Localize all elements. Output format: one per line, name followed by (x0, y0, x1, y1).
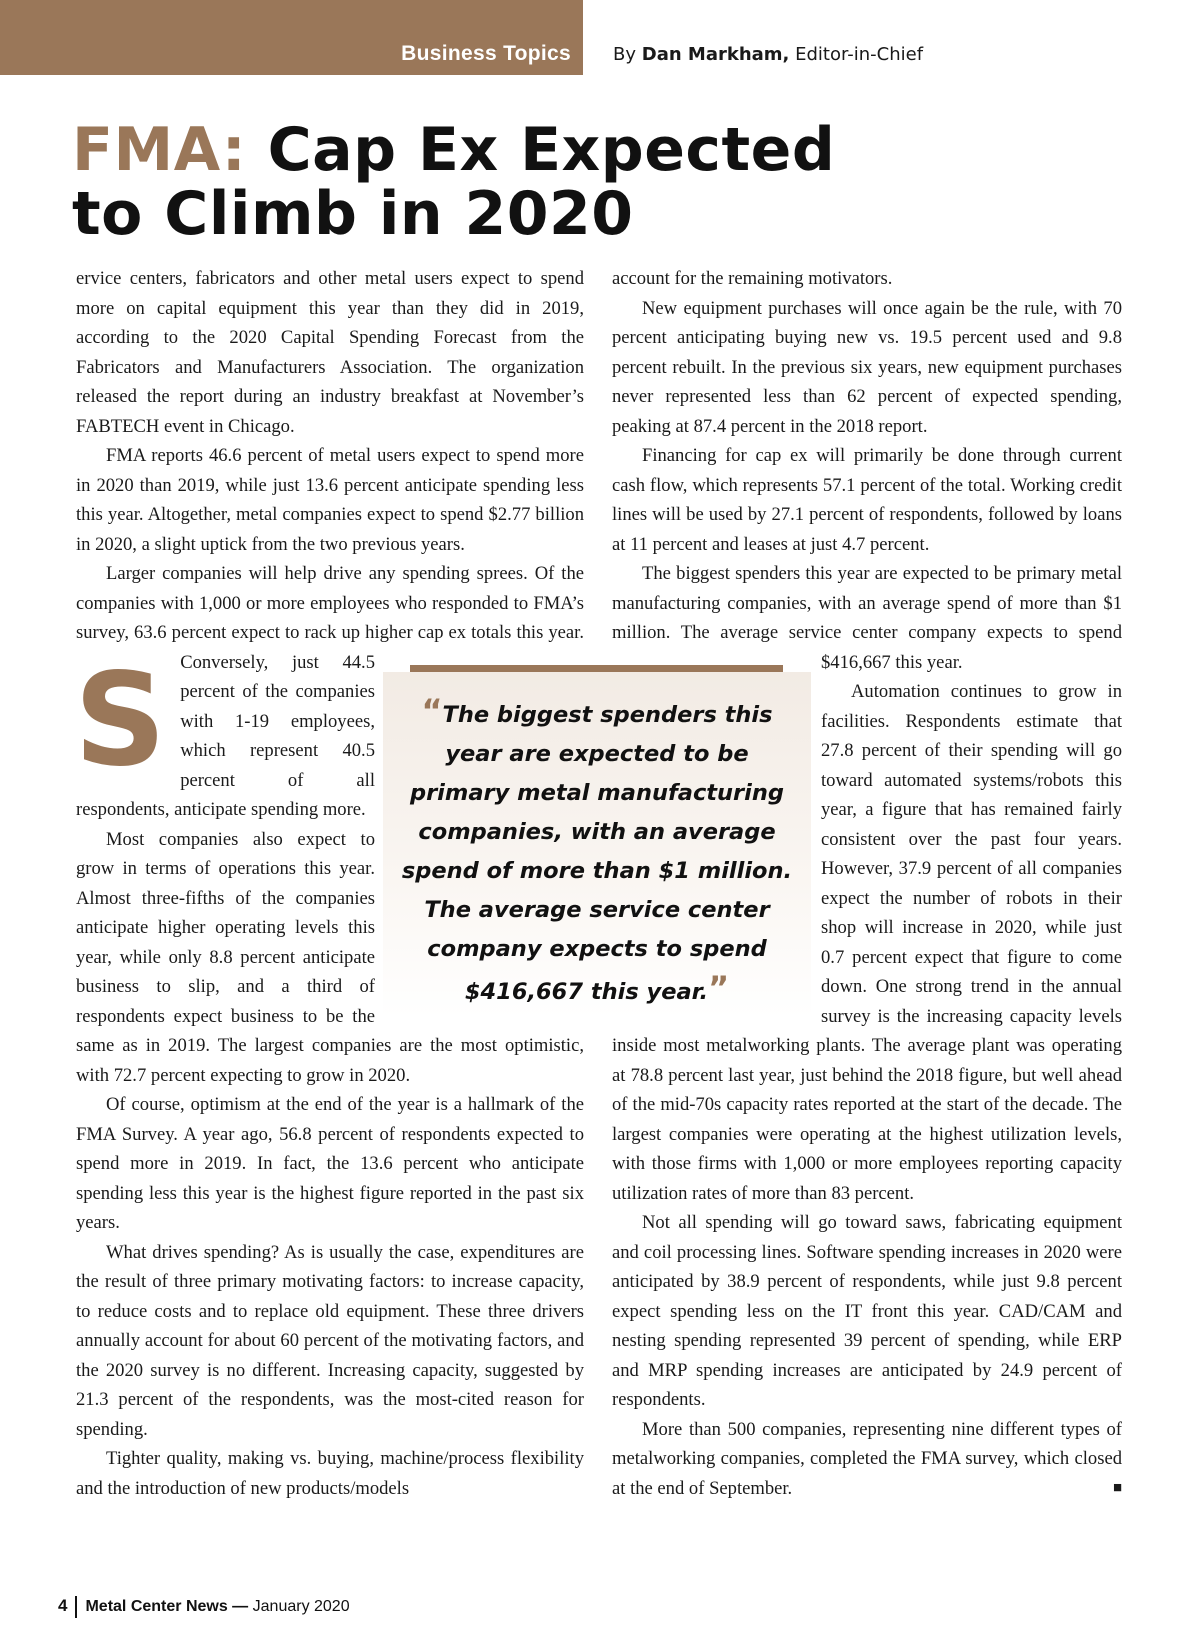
paragraph: Financing for cap ex will primarily be done through current cash flow, which represents 57.1 percent of the total. Working credit lines will be used by 27.1 percent of respondents, followed by loans at 11 percent and leases at just 4.7 percent. (612, 445, 1122, 555)
paragraph: Most companies also expect to grow in terms of operations this year. Almost three-fifths of the companies anticipate higher operating levels this year, while only 8.8 percent anticipate business to slip, and a third of respondents expect business to be the same as in 2019. The largest companies are the most optimistic, with 72.7 percent expecting to grow in 2020. (76, 828, 584, 1086)
page-footer (58, 1596, 350, 1618)
issue-date: January 2020 (252, 1598, 350, 1616)
open-quote-icon: “ (421, 692, 443, 730)
pull-quote (383, 665, 811, 1017)
paragraph: account for the remaining motivators. (612, 268, 893, 289)
byline-prefix: By (613, 44, 637, 65)
byline (613, 44, 923, 65)
pull-quote-box (383, 672, 811, 1017)
headline-line2: to Climb in 2020 (72, 179, 634, 249)
paragraph: Of course, optimism at the end of the year is a hallmark of the FMA Survey. A year ago, 56.8 percent of respondents expected to spend more in 2019. In fact, the 13.6 percent who anticipate spending less this year is the highest figure reported in the past six years. (76, 1094, 584, 1233)
section-banner (0, 0, 583, 75)
paragraph: What drives spending? As is usually the case, expenditures are the result of three primary motivating factors: to increase capacity, to reduce costs and to replace old equipment. These three drivers annually account for about 60 percent of the motivating factors, and the 2020 survey is no different. Increasing capacity, suggested by 21.3 percent of the respondents, was the most-cited reason for spending. (76, 1241, 584, 1440)
paragraph: The biggest spenders this year are expected to be primary metal manufacturing companies, with an average spend of more than $1 million. The average service center company expects to spend $416,667 this year. (612, 563, 1122, 673)
close-quote-icon: ” (708, 969, 730, 1007)
author-name: Dan Markham, (641, 44, 790, 65)
drop-cap: S (74, 646, 167, 795)
paragraph: New equipment purchases will once again be the rule, with 70 percent anticipating buying new vs. 19.5 percent used and 9.8 percent rebuilt. In the previous six years, new equipment purchases never represented less than 62 percent of expected spending, peaking at 87.4 percent in the 2018 report. (612, 297, 1122, 437)
paragraph: Not all spending will go toward saws, fabricating equipment and coil processing lines. Software spending increases in 2020 were anticipated by 38.9 percent of respondents, while just 9.8 percent expect spending less on the IT front this year. CAD/CAM and nesting spending represented 39 percent of spending, while ERP and MRP spending increases are anticipated by 24.9 percent of respondents. (612, 1212, 1122, 1410)
footer-divider (75, 1596, 77, 1618)
paragraph: Automation continues to grow in facilities. Respondents estimate that 27.8 percent of their spending will go toward automated systems/robots this year, a figure that has remained fairly consistent over the past four years. However, 37.9 percent of all companies expect the number of robots in their shop will increase in 2020, while just 0.7 percent expect that figure to come down. One strong trend in the annual survey is the increasing capacity levels inside most metalworking plants. The average plant was operating at 78.8 percent last year, just behind the 2018 figure, but well ahead of the mid-70s capacity rates reported at the start of the decade. The largest companies were operating at the highest utilization levels, with those firms with 1,000 or more employees reporting capacity utilization rates of more than 83 percent. (612, 681, 1122, 1204)
pull-quote-rule (410, 665, 783, 672)
headline-line1: Cap Ex Expected (246, 115, 836, 185)
pull-quote-text: “The biggest spenders this year are expected to be primary metal manufacturing companies, with an average spend of more than $1 million. The average service center company expects to spend $416,667 this year.” (401, 692, 793, 1007)
section-label: Business Topics (401, 42, 571, 65)
paragraph: Larger companies will help drive any spending sprees. Of the companies with 1,000 or more employees who responded to FMA’s survey, 63.6 percent expect to rack up higher cap ex totals this year. Conversely, just 44.5 percent of the companies with 1-19 employees, which represent 40.5 percent of all respondents, anticipate spending more. (76, 563, 584, 820)
paragraph: More than 500 companies, representing nine different types of metalworking companies, completed the FMA survey, which closed at the end of September. ■ (612, 1415, 1122, 1504)
author-title: Editor-in-Chief (795, 44, 924, 65)
paragraph: S ervice centers, fabricators and other metal users expect to spend more on capital equipment this year than they did in 2019, according to the 2020 Capital Spending Forecast from the Fabricators and Manufacturers Association. The organization released the report during an industry breakfast at November’s FABTECH event in Chicago. (74, 268, 584, 795)
end-mark-icon: ■ (1112, 1479, 1122, 1496)
page-number: 4 (58, 1596, 68, 1616)
publication-name: Metal Center News — (85, 1598, 249, 1616)
headline-accent: FMA: (72, 115, 247, 185)
headline (72, 115, 1132, 249)
paragraph: FMA reports 46.6 percent of metal users expect to spend more in 2020 than 2019, while just 13.6 percent anticipate spending less this year. Altogether, metal companies expect to spend $2.77 billion in 2020, a slight uptick from the two previous years. (76, 445, 584, 555)
paragraph: Tighter quality, making vs. buying, machine/process flexibility and the introduction of new products/models (76, 1448, 584, 1499)
